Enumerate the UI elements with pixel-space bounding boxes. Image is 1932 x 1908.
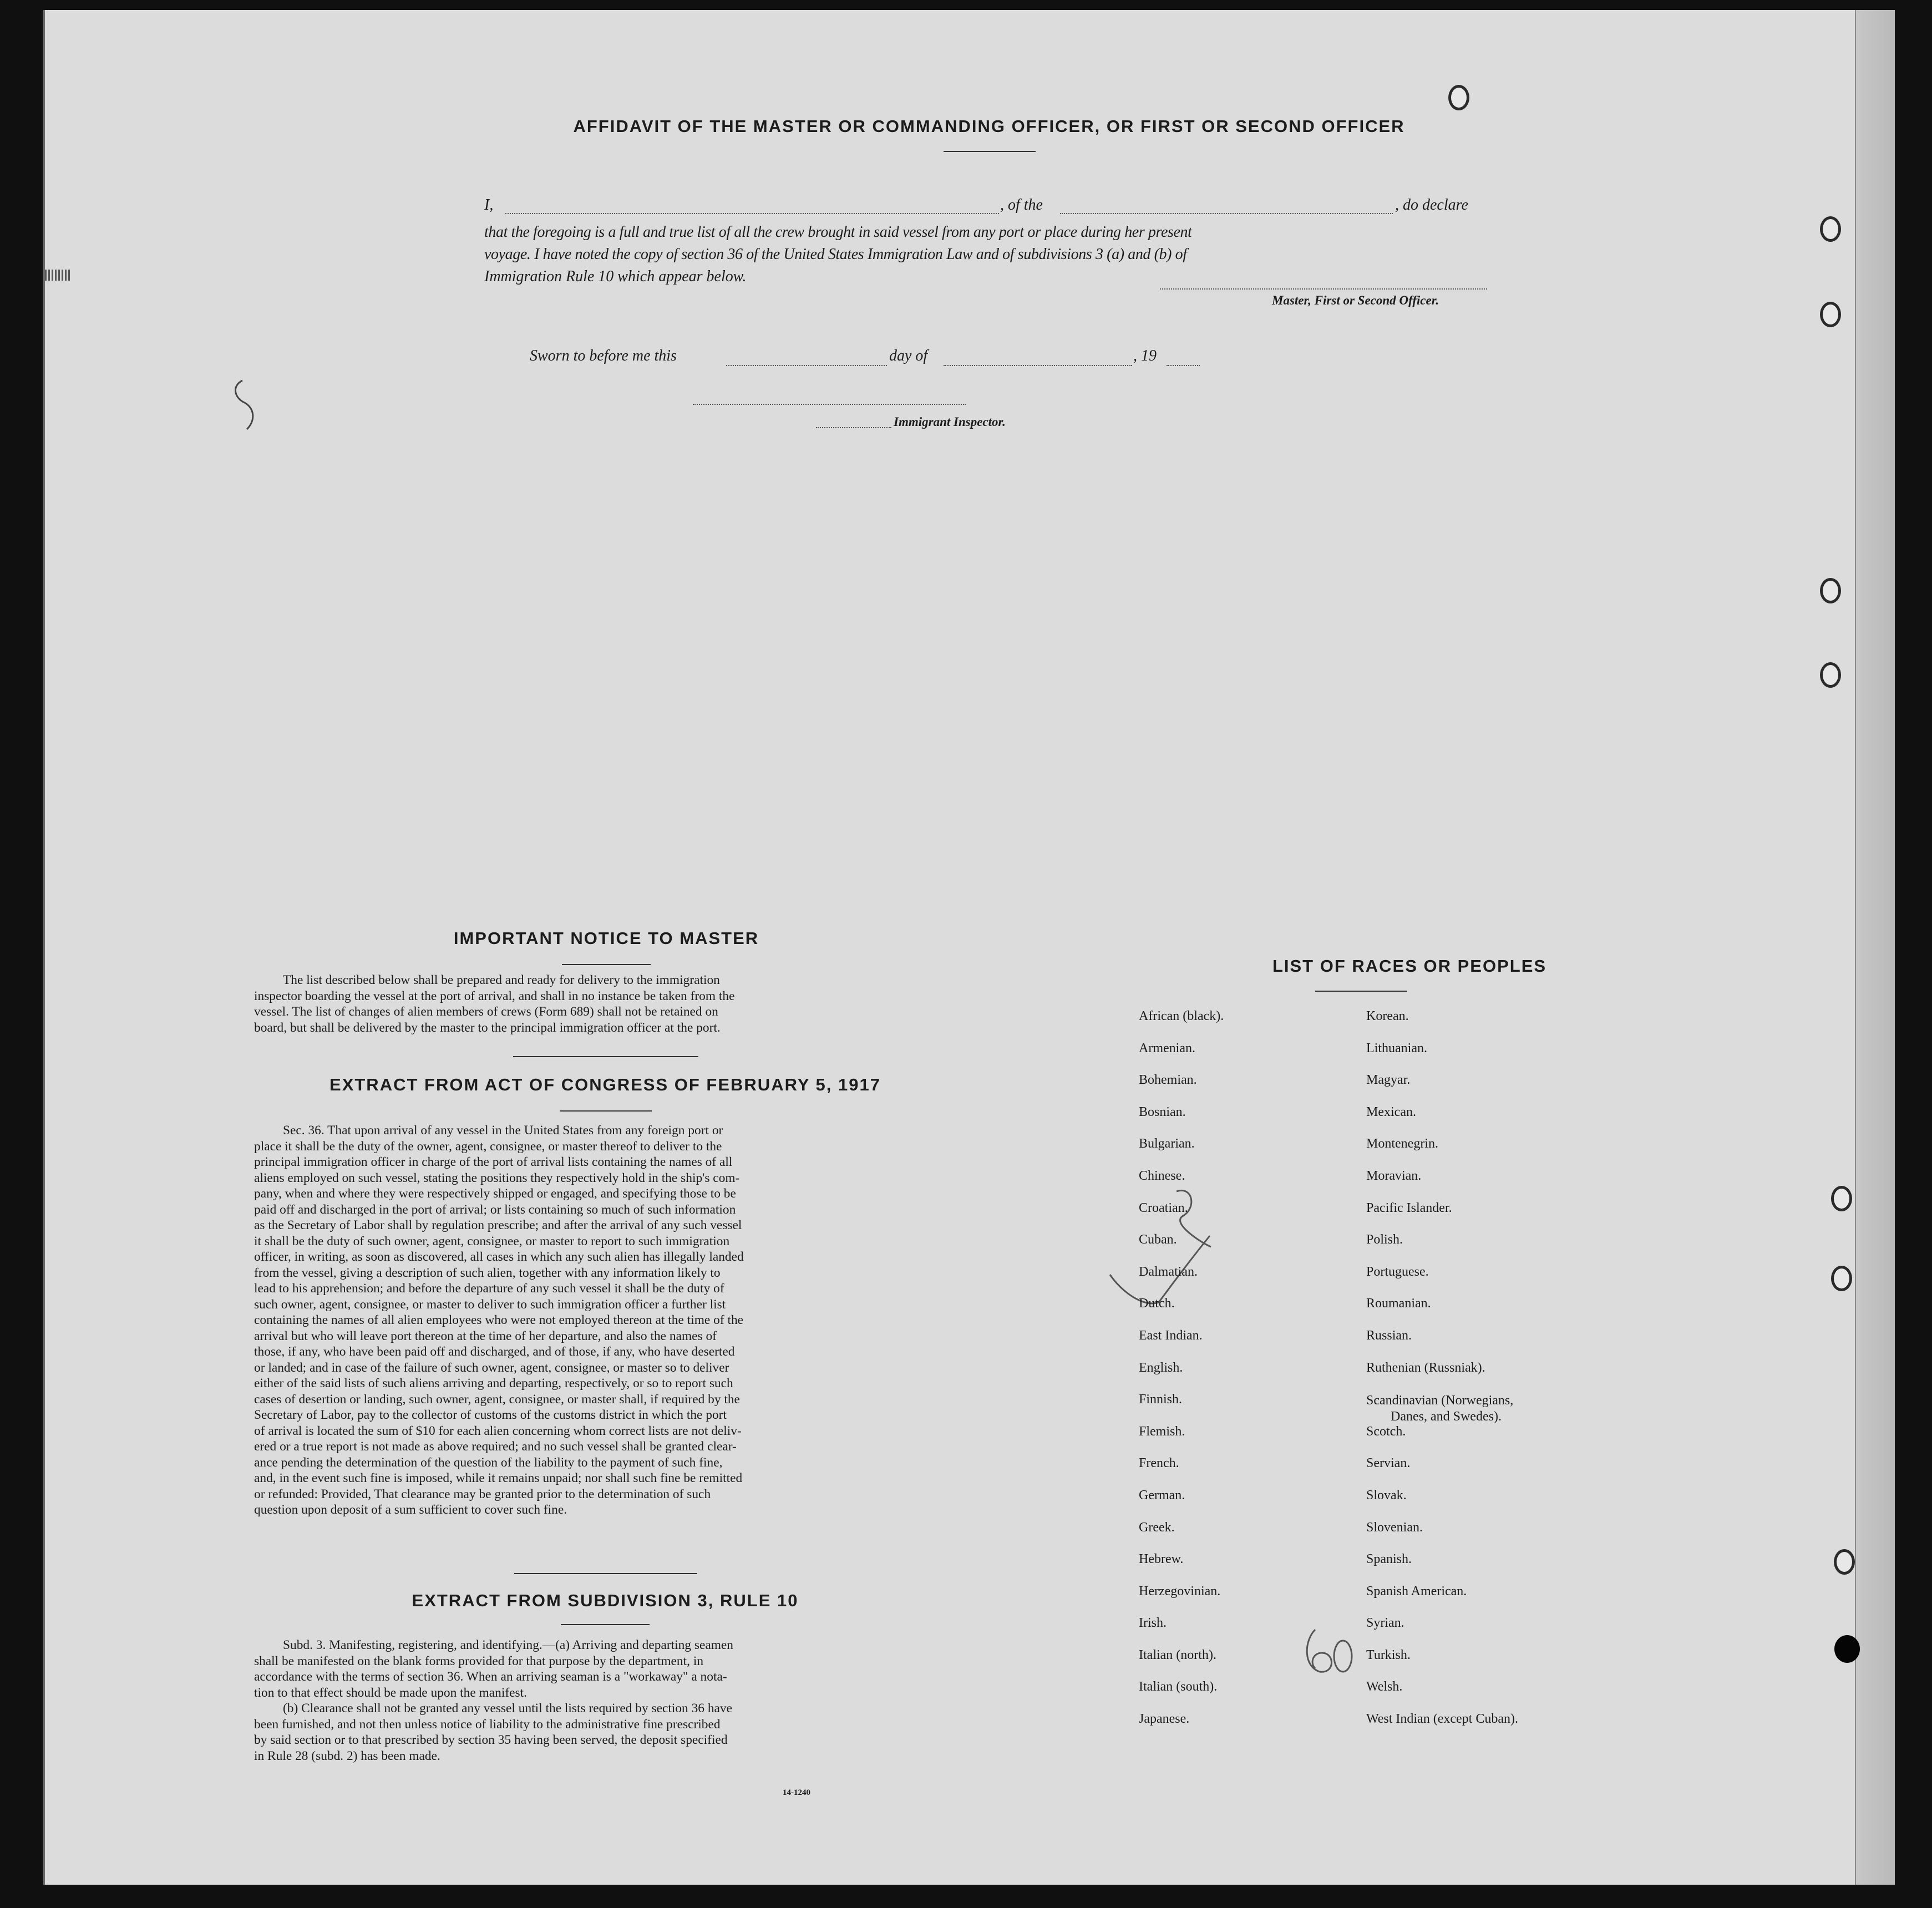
act-line: ance pending the determination of the question of the liability to the payment of such fine, [254,1455,723,1470]
race-item: Syrian. [1366,1616,1404,1631]
race-item: East Indian. [1139,1328,1203,1343]
race-item: Armenian. [1139,1041,1195,1056]
binder-hole-icon [1448,85,1469,110]
act-line: paid off and discharged in the port of arrival; or lists containing so much of such information [254,1202,736,1217]
act-line: of arrival is located the sum of $10 for each alien concerning whom correct lists are not deliv- [254,1423,742,1438]
race-item: Italian (north). [1139,1647,1216,1662]
act-extract-text [254,1123,919,1518]
race-item: Lithuanian. [1366,1041,1427,1056]
race-item: Cuban. [1139,1232,1177,1247]
act-line: principal immigration officer in charge of the port of arrival lists containing the names of all [254,1155,733,1169]
notice-title-rule [562,964,651,965]
act-line: it shall be the duty of such owner, agent, consignee, or master to report to such immigration [254,1234,730,1249]
binder-hole-icon [1834,1635,1860,1663]
race-item: Greek. [1139,1520,1175,1535]
race-item: Japanese. [1139,1712,1190,1727]
act-line: as the Secretary of Labor shall by regulation prescribe; and after the arrival of any such vessel [254,1218,742,1232]
rule-line: tion to that effect should be made upon the manifest. [254,1685,527,1700]
race-item: Italian (south). [1139,1679,1218,1694]
vessel-name-field[interactable] [1060,213,1393,214]
act-line: such owner, agent, consignee, or master to deliver to such immigration officer a further list [254,1297,726,1312]
race-item: Spanish. [1366,1552,1412,1567]
affidavit-line-3: voyage. I have noted the copy of section 36 of the United States Immigration Law and of subdivisions 3 (a) and (b) of [484,246,1187,263]
race-item: Herzegovinian. [1139,1584,1221,1599]
binder-hole-icon [1820,216,1841,242]
affidavit-line-4: Immigration Rule 10 which appear below. [484,268,747,285]
act-line: containing the names of all alien employees who were not employed thereon at the time of the [254,1313,744,1327]
rule-extract-title: EXTRACT FROM SUBDIVISION 3, RULE 10 [412,1591,799,1610]
sworn-month-field[interactable] [944,365,1132,366]
race-item: Slovenian. [1366,1520,1423,1535]
race-item: Moravian. [1366,1168,1422,1183]
race-item: Dalmatian. [1139,1264,1198,1279]
race-item: Russian. [1366,1328,1412,1343]
races-title: LIST OF RACES OR PEOPLES [1272,956,1547,976]
inspector-signature-field[interactable] [693,404,966,405]
rule-extract-text [254,1637,919,1764]
act-line: Secretary of Labor, pay to the collector of customs of the customs district in which the port [254,1408,727,1422]
notice-title: IMPORTANT NOTICE TO MASTER [453,928,759,948]
binder-hole-icon [1820,662,1841,688]
master-signature-caption: Master, First or Second Officer. [1272,293,1439,307]
race-item: Slovak. [1366,1488,1407,1503]
affidavit-title: AFFIDAVIT OF THE MASTER OR COMMANDING OFFICER, OR FIRST OR SECOND OFFICER [573,116,1405,136]
act-line: and, in the event such fine is imposed, while it remains unpaid; nor shall such fine be remitted [254,1471,743,1485]
page-edge-strip [1855,10,1895,1885]
race-item: Scandinavian (Norwegians, [1366,1393,1514,1408]
binder-hole-icon [1820,302,1841,327]
rule-line: by said section or to that prescribed by section 35 having been served, the deposit specified [254,1733,728,1747]
act-separator-rule [514,1573,697,1574]
master-signature-field[interactable] [1160,288,1487,290]
act-line: or refunded: Provided, That clearance may be granted prior to the determination of such [254,1486,711,1501]
notice-line: The list described below shall be prepared and ready for delivery to the immigration [283,973,720,987]
races-title-rule [1315,991,1407,992]
rule-line: accordance with the terms of section 36. When an arriving seaman is a "workaway" a nota- [254,1670,727,1684]
race-item: Magyar. [1366,1073,1411,1088]
race-item: Chinese. [1139,1168,1185,1183]
sworn-year-prefix: , 19 [1133,347,1157,364]
race-item: English. [1139,1360,1183,1375]
race-item: Servian. [1366,1456,1411,1471]
act-line: cases of desertion or landing, such owner, agent, consignee, or master shall, if required by the [254,1392,740,1407]
act-line: arrival but who will leave port thereon at the time of her departure, and also the names of [254,1328,717,1343]
act-line: those, if any, who have been paid off and discharged, and of those, if any, who have deserted [254,1344,735,1359]
notice-line: inspector boarding the vessel at the port of arrival, and shall in no instance be taken from the [254,988,735,1003]
act-line: pany, when and where they were respectively shipped or engaged, and specifying those to be [254,1186,736,1201]
rule-extract-title-rule [561,1624,650,1625]
race-item: Spanish American. [1366,1584,1467,1599]
affidavit-i: I, [484,196,494,214]
inspector-signature-field-2[interactable] [816,427,891,428]
act-extract-title: EXTRACT FROM ACT OF CONGRESS OF FEBRUARY 5, 1917 [329,1075,881,1094]
act-line: either of the said lists of such aliens arriving and departing, respectively, or so to report such [254,1376,733,1391]
race-item: German. [1139,1488,1185,1503]
race-item: Polish. [1366,1232,1403,1247]
race-item: Finnish. [1139,1392,1183,1407]
affidavit-title-rule [944,151,1036,152]
race-item: Bohemian. [1139,1073,1197,1088]
rule-line: shall be manifested on the blank forms provided for that purpose by the department, in [254,1653,704,1668]
race-item: Portuguese. [1366,1264,1429,1279]
notice-line: vessel. The list of changes of alien members of crews (Form 689) shall not be retained on [254,1004,718,1019]
race-item: Bosnian. [1139,1104,1186,1119]
act-line: or landed; and in case of the failure of such owner, agent, consignee, or master so to deliver [254,1360,729,1375]
handwritten-scribble [200,376,267,443]
act-extract-title-rule [560,1110,652,1112]
notice-line: board, but shall be delivered by the master to the principal immigration officer at the port. [254,1020,721,1035]
act-line: question upon deposit of a sum sufficient to cover such fine. [254,1503,567,1517]
sworn-before-text: Sworn to before me this [530,347,677,364]
race-item: Flemish. [1139,1424,1185,1439]
sworn-year-field[interactable] [1167,365,1200,366]
race-item: Irish. [1139,1616,1167,1631]
master-name-field[interactable] [505,213,999,214]
form-number: 14-1240 [783,1788,810,1797]
race-item: Scotch. [1366,1424,1406,1439]
affidavit-do-declare: , do declare [1395,196,1468,214]
act-line: place it shall be the duty of the owner, agent, consignee, or master thereof to deliver to the [254,1139,722,1154]
binder-hole-icon [1831,1266,1852,1291]
sworn-day-field[interactable] [726,365,887,366]
race-item: Montenegrin. [1366,1136,1438,1151]
race-item: Korean. [1366,1009,1409,1023]
rule-line: in Rule 28 (subd. 2) has been made. [254,1748,440,1763]
rule-line: (b) Clearance shall not be granted any vessel until the lists required by section 36 have [283,1701,732,1716]
act-line: aliens employed on such vessel, stating the positions they respectively hold in the ship's com- [254,1170,740,1185]
binder-hole-icon [1834,1549,1855,1575]
race-item: Hebrew. [1139,1552,1184,1567]
affidavit-line-2: that the foregoing is a full and true list of all the crew brought in said vessel from any port or place during her present [484,224,1192,241]
races-right-column [1366,1001,1655,1736]
race-item: French. [1139,1456,1179,1471]
act-line: ered or a true report is not made as above required; and no such vessel shall be granted clear- [254,1439,737,1454]
margin-stamp-mark [45,270,70,281]
sworn-day-of-text: day of [889,347,928,364]
race-item: Croatian. [1139,1200,1188,1215]
act-line: lead to his apprehension; and before the departure of any such vessel it shall be the duty of [254,1281,724,1296]
notice-text [254,972,919,1036]
binder-hole-icon [1831,1186,1852,1211]
race-item: Turkish. [1366,1647,1411,1662]
race-item: West Indian (except Cuban). [1366,1712,1518,1727]
act-line: officer, in writing, as soon as discovered, all cases in which any such alien has illegally landed [254,1250,744,1264]
race-item: Pacific Islander. [1366,1200,1452,1215]
notice-separator-rule [513,1056,698,1057]
race-item: Welsh. [1366,1679,1403,1694]
act-line: Sec. 36. That upon arrival of any vessel in the United States from any foreign port or [283,1123,723,1138]
binder-hole-icon [1820,578,1841,603]
race-item: Bulgarian. [1139,1136,1195,1151]
rule-line: Subd. 3. Manifesting, registering, and identifying.—(a) Arriving and departing seamen [283,1638,733,1652]
race-item: Roumanian. [1366,1296,1431,1311]
affidavit-of-the: , of the [1000,196,1043,214]
rule-line: been furnished, and not then unless notice of liability to the administrative fine prescribed [254,1717,721,1732]
race-item: African (black). [1139,1009,1224,1023]
act-line: from the vessel, giving a description of such alien, together with any information likely to [254,1265,721,1280]
inspector-caption: Immigrant Inspector. [894,415,1006,429]
race-item: Mexican. [1366,1104,1416,1119]
race-item: Dutch. [1139,1296,1175,1311]
race-item: Ruthenian (Russniak). [1366,1360,1485,1375]
manifest-page [43,10,1895,1885]
race-item-continued: Danes, and Swedes). [1391,1409,1502,1424]
races-left-column [1139,1001,1327,1736]
